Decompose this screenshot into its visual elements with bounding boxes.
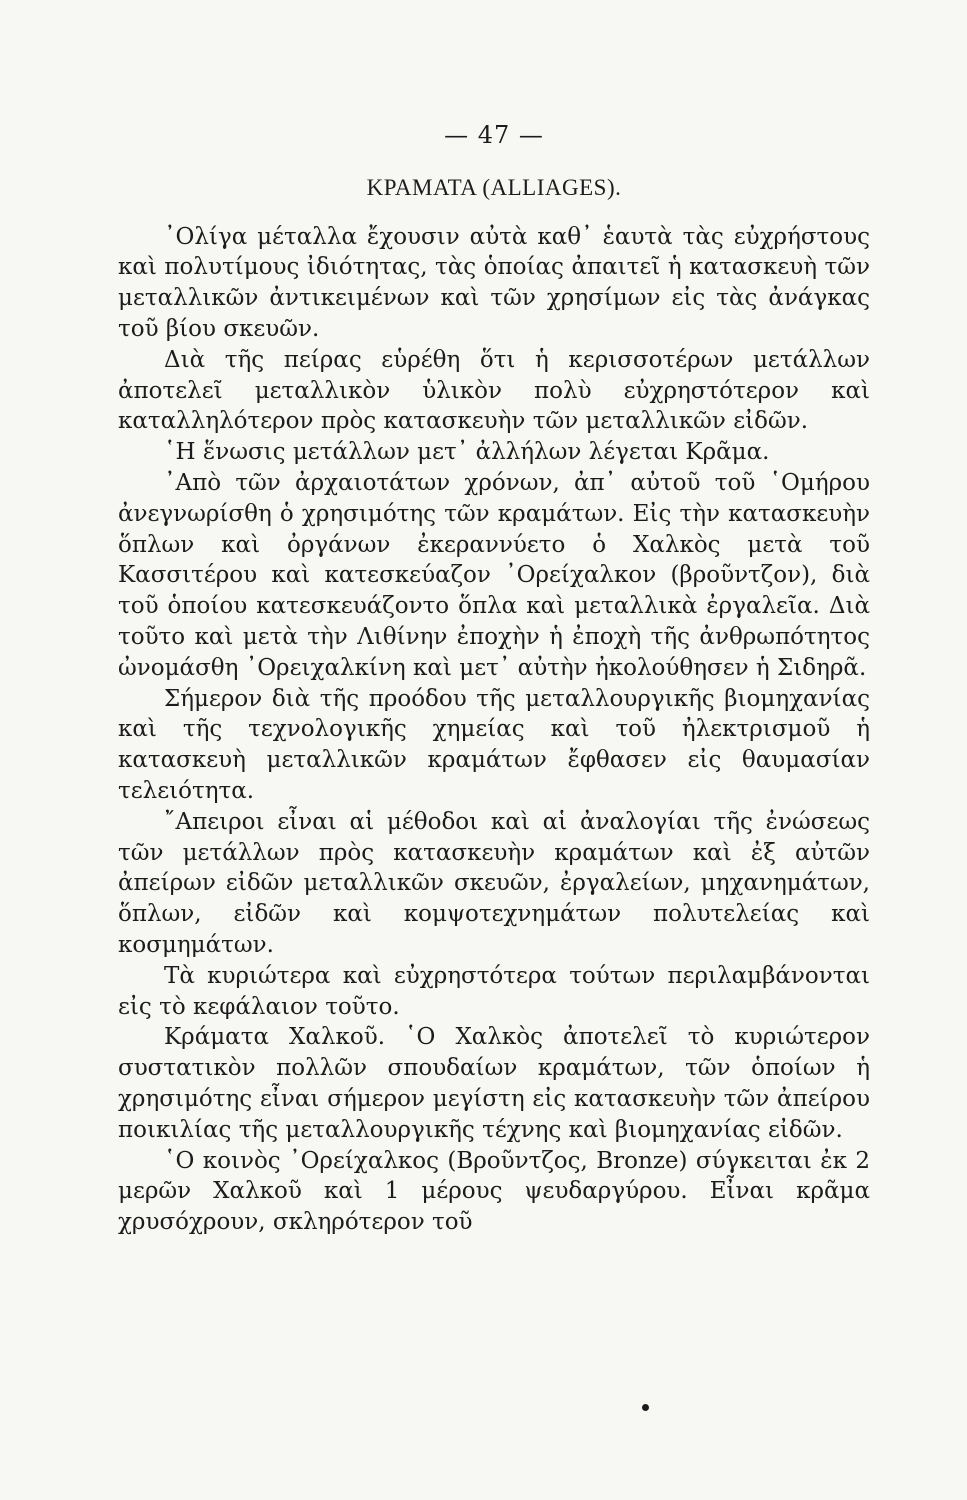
paragraph-1: ᾿Ολίγα μέταλλα ἔχουσιν αὐτὰ καθ᾿ ἑαυτὰ τὰς εὐχρήστους καὶ πολυτίμους ἰδιότητας, τὰς ὁποίας ἀπαιτεῖ ἡ κατασκευὴ τῶν μεταλλικῶν ἀντικειμένων καὶ τῶν χρησίμων εἰς τὰς ἀνάγκας τοῦ βίου σκευῶν. [118,223,870,342]
paragraph-9: ῾Ο κοινὸς ᾿Ορείχαλκος (Βροῦντζος, Bronze) σύγκειται ἐκ 2 μερῶν Χαλκοῦ καὶ 1 μέρους ψευδαργύρου. Εἶναι κρᾶμα χρυσόχρουν, σκληρότερον τοῦ [118,1147,870,1236]
paragraph-4: ᾿Απὸ τῶν ἀρχαιοτάτων χρόνων, ἀπ᾿ αὐτοῦ τοῦ ῾Ομήρου ἀνεγνωρίσθη ὁ χρησιμότης τῶν κραμάτων. Εἰς τὴν κατασκευὴν ὅπλων καὶ ὀργάνων ἐκεραννύετο ὁ Χαλκὸς μετὰ τοῦ Κασσιτέρου καὶ κατεσκεύαζον ᾿Ορείχαλκον (βροῦντζον), διὰ τοῦ ὁποίου κατεσκευάζοντο ὅπλα καὶ μεταλλικὰ ἐργαλεῖα. Διὰ τοῦτο καὶ μετὰ τὴν Λιθίνην ἐποχὴν ἡ ἐποχὴ τῆς ἀνθρωπότητος ὠνομάσθη ᾿Ορειχαλκίνη καὶ μετ᾿ αὐτὴν ἠκολούθησεν ἡ Σιδηρᾶ. [118,469,870,681]
paragraph-8: Κράματα Χαλκοῦ. ῾Ο Χαλκὸς ἀποτελεῖ τὸ κυριώτερον συστατικὸν πολλῶν σπουδαίων κραμάτων, τῶν ὁποίων ἡ χρησιμότης εἶναι σήμερον μεγίστη εἰς κατασκευὴν τῶν ἀπείρου ποικιλίας τῆς μεταλλουργικῆς τέχνης καὶ βιομηχανίας εἰδῶν. [118,1024,870,1143]
chapter-title: ΚΡΑΜΑΤΑ (ALLIAGES). [366,174,622,200]
paragraph-5: Σήμερον διὰ τῆς προόδου τῆς μεταλλουργικῆς βιομηχανίας καὶ τῆς τεχνολογικῆς χημείας καὶ τοῦ ἠλεκτρισμοῦ ἡ κατασκευὴ μεταλλικῶν κραμάτων ἔφθασεν εἰς θαυμασίαν τελειότητα. [118,685,870,804]
paragraph-7: Τὰ κυριώτερα καὶ εὐχρηστότερα τούτων περιλαμβάνονται εἰς τὸ κεφάλαιον τοῦτο. [118,962,870,1020]
paragraph-3: ῾Η ἕνωσις μετάλλων μετ᾿ ἀλλήλων λέγεται Κρᾶμα. [164,439,770,466]
page-number: — 47 — [444,121,544,149]
paragraph-2: Διὰ τῆς πείρας εὑρέθη ὅτι ἡ κερισσοτέρων μετάλλων ἀποτελεῖ μεταλλικὸν ὑλικὸν πολὺ εὐχρηστότερον καὶ καταλληλότερον πρὸς κατασκευὴν τῶν μεταλλικῶν εἰδῶν. [118,346,870,435]
paragraph-6: ῎Απειροι εἶναι αἱ μέθοδοι καὶ αἱ ἀναλογίαι τῆς ἐνώσεως τῶν μετάλλων πρὸς κατασκευὴν κραμάτων καὶ ἐξ αὐτῶν ἀπείρων εἰδῶν μεταλλικῶν σκευῶν, ἐργαλείων, μηχανημάτων, ὅπλων, εἰδῶν καὶ κομψοτεχνημάτων πολυτελείας καὶ κοσμημάτων. [118,808,870,958]
ink-dot-mark [642,1404,649,1411]
page-text-block [118,120,870,1238]
